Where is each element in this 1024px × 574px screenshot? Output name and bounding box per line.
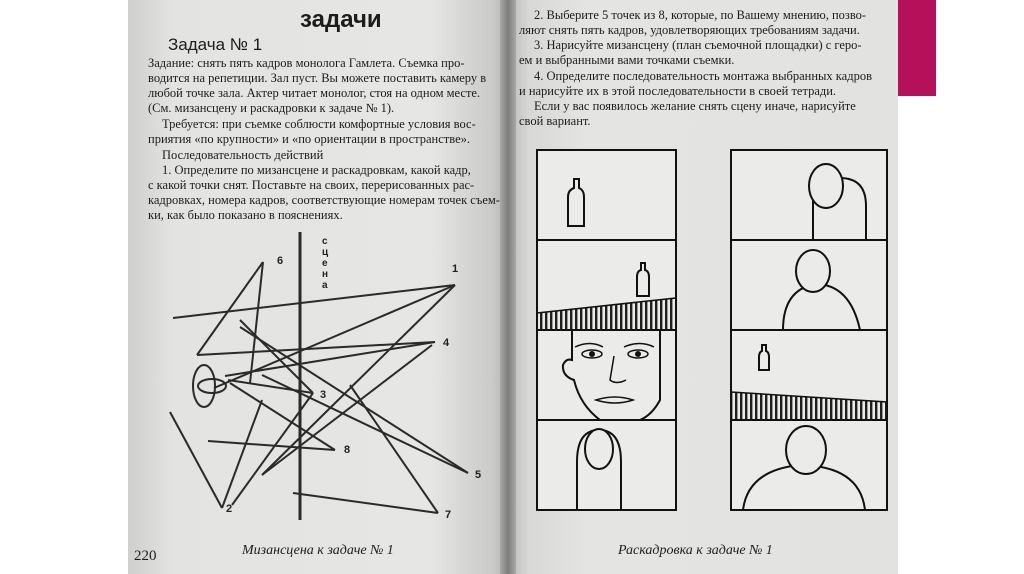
- actor-head: [796, 250, 830, 292]
- stage-letter: е: [322, 258, 328, 269]
- section-title: задачи: [300, 6, 382, 33]
- left-line-6: приятия «по крупности» и «по ориентации в пространстве».: [148, 132, 470, 146]
- left-line-8: 1. Определите по мизансцене и раскадровкам, какой кадр,: [162, 163, 471, 177]
- storyboard-column-left: [537, 150, 676, 510]
- actor-head: [585, 429, 613, 469]
- right-line-8: свой вариант.: [519, 114, 591, 128]
- left-line-10: кадровках, номера кадров, соответствующие номерам точек съем-: [148, 193, 500, 207]
- right-caption: Раскадровка к задаче № 1: [618, 543, 773, 558]
- left-line-11: ки, как было показано в пояснениях.: [148, 208, 343, 222]
- right-line-6: и нарисуйте их в этой последовательности в своей тетради.: [519, 84, 837, 98]
- left-line-1: Задание: снять пять кадров монолога Гамлета. Съемка про-: [148, 56, 465, 70]
- actor-head: [809, 164, 843, 208]
- right-line-3: 3. Нарисуйте мизансцену (план съемочной площадки) с геро-: [534, 38, 862, 52]
- left-line-9: с какой точки снят. Поставьте на своих, перерисованных рас-: [148, 178, 475, 192]
- right-line-7: Если у вас появилось желание снять сцену иначе, нарисуйте: [534, 99, 856, 113]
- camera-point-label: 5: [475, 469, 482, 481]
- stage-letter: а: [322, 280, 328, 291]
- pupil: [589, 351, 595, 357]
- right-line-1: 2. Выберите 5 точек из 8, которые, по Вашему мнению, позво-: [534, 8, 867, 22]
- actor-head: [786, 426, 826, 474]
- task-title: Задача № 1: [168, 35, 263, 54]
- page-number: 220: [134, 548, 157, 564]
- stage-letter: н: [322, 269, 329, 280]
- left-line-4: (См. мизансцену и раскадровки к задаче № 1).: [148, 101, 395, 115]
- stage-letter: с: [322, 236, 328, 247]
- left-line-7: Последовательность действий: [162, 148, 324, 162]
- camera-point-label: 3: [320, 389, 327, 401]
- pupil: [635, 351, 641, 357]
- camera-point-label: 6: [277, 255, 284, 267]
- stage-letter: ц: [322, 247, 329, 258]
- left-line-5: Требуется: при съемке соблюсти комфортные условия вос-: [162, 117, 476, 131]
- right-line-4: ем и выбранными вами точками съемки.: [519, 53, 735, 67]
- camera-point-label: 1: [452, 263, 459, 275]
- right-line-5: 4. Определите последовательность монтажа выбранных кадров: [534, 69, 872, 83]
- camera-point-label: 4: [443, 337, 450, 349]
- left-caption: Мизансцена к задаче № 1: [242, 543, 394, 558]
- camera-point-label: 2: [226, 503, 233, 515]
- storyboard-column-right: [731, 150, 887, 510]
- camera-point-label: 7: [445, 509, 452, 521]
- camera-point-label: 8: [344, 444, 351, 456]
- left-line-2: водится на репетиции. Зал пуст. Вы можете поставить камеру в: [148, 71, 487, 85]
- left-line-3: любой точке зала. Актер читает монолог, стоя на одном месте.: [148, 86, 481, 100]
- right-line-2: ляют снять пять кадров, удовлетворяющих требованиям задачи.: [519, 23, 860, 37]
